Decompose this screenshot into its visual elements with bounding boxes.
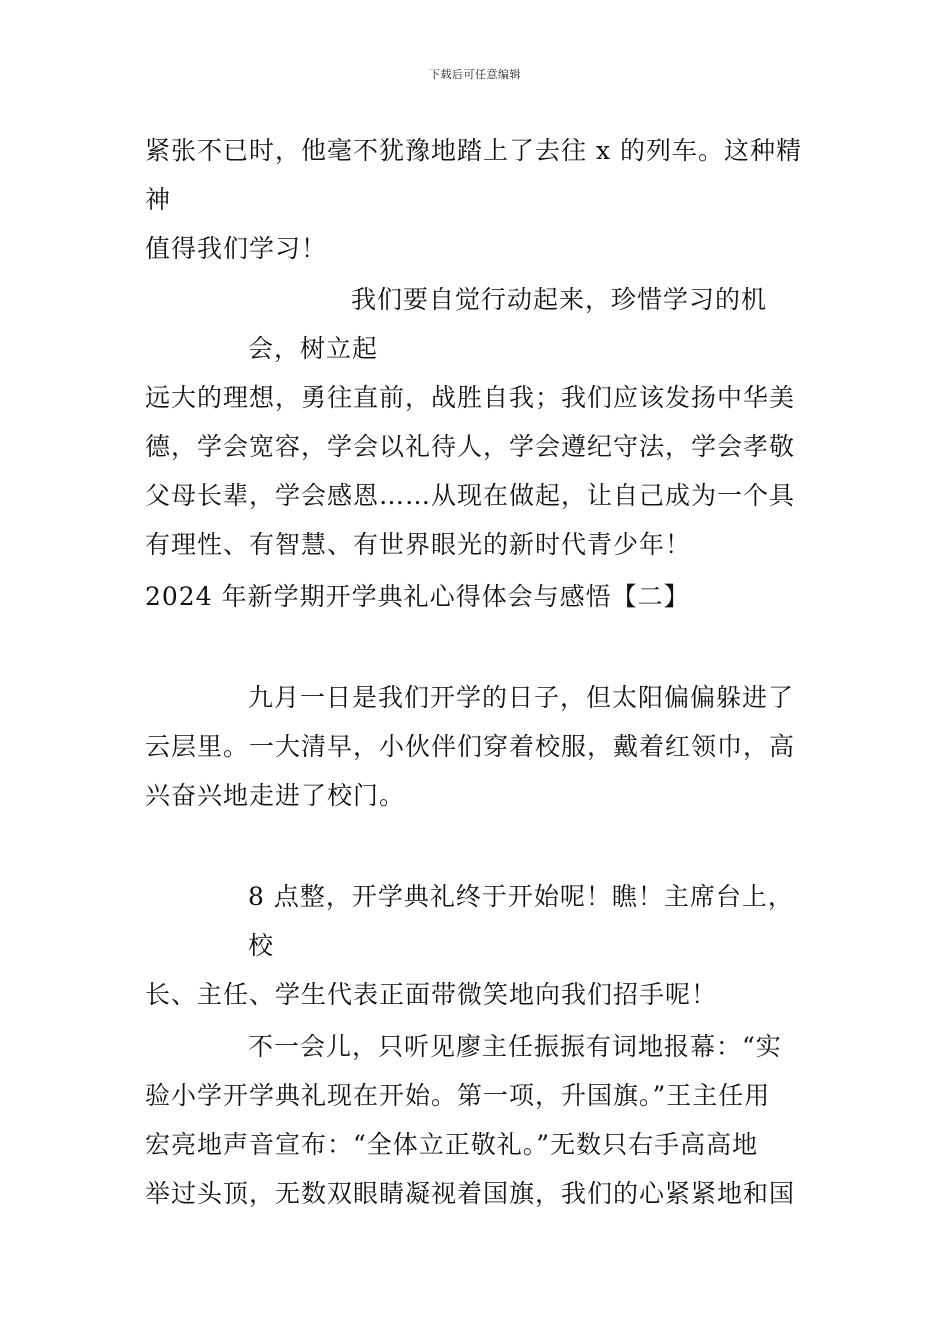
text-line: 值得我们学习！ xyxy=(145,234,328,263)
text-line: 德，学会宽容，学会以礼待人，学会遵纪守法，学会孝敬 xyxy=(145,432,796,461)
page-header: 下载后可任意编辑 xyxy=(429,68,521,81)
paragraph-4 xyxy=(145,872,807,1019)
heading-text: 2024 年新学期开学典礼心得体会与感悟【二】 xyxy=(145,582,690,611)
text-line: 宏亮地声音宣布：“全体立正敬礼。”无数只右手高高地 xyxy=(145,1130,759,1159)
text-line: 兴奋兴地走进了校门。 xyxy=(145,781,406,810)
section-heading xyxy=(145,572,807,621)
text-line: 长、主任、学生代表正面带微笑地向我们招手呢！ xyxy=(145,980,718,1009)
text-line: 有理性、有智慧、有世界眼光的新时代青少年！ xyxy=(145,530,692,559)
text-line: 不一会儿，只听见廖主任振振有词地报幕：“实 xyxy=(248,1032,782,1061)
paragraph-3 xyxy=(145,673,807,820)
text-line: 远大的理想，勇往直前，战胜自我；我们应该发扬中华美 xyxy=(145,383,796,412)
paragraph-5 xyxy=(145,1022,807,1218)
text-line: 验小学开学典礼现在开始。第一项，升国旗。”王主任用 xyxy=(145,1081,771,1110)
text-line: 8 点整，开学典礼终于开始呢！瞧！主席台上，校 xyxy=(248,882,794,960)
paragraph-1 xyxy=(145,126,807,273)
text-line: 父母长辈，学会感恩……从现在做起，让自己成为一个具 xyxy=(145,481,796,510)
text-line: 我们要自觉行动起来，珍惜学习的机会，树立起 xyxy=(248,285,768,363)
text-line: 举过头顶，无数双眼睛凝视着国旗，我们的心紧紧地和国 xyxy=(145,1179,796,1208)
text-line: 九月一日是我们开学的日子，但太阳偏偏躲进了 xyxy=(248,683,795,712)
paragraph-2 xyxy=(145,275,807,569)
text-line: 云层里。一大清早，小伙伴们穿着校服，戴着红领巾，高 xyxy=(145,732,796,761)
text-line: 紧张不已时，他毫不犹豫地踏上了去往 x 的列车。这种精神 xyxy=(145,136,802,214)
